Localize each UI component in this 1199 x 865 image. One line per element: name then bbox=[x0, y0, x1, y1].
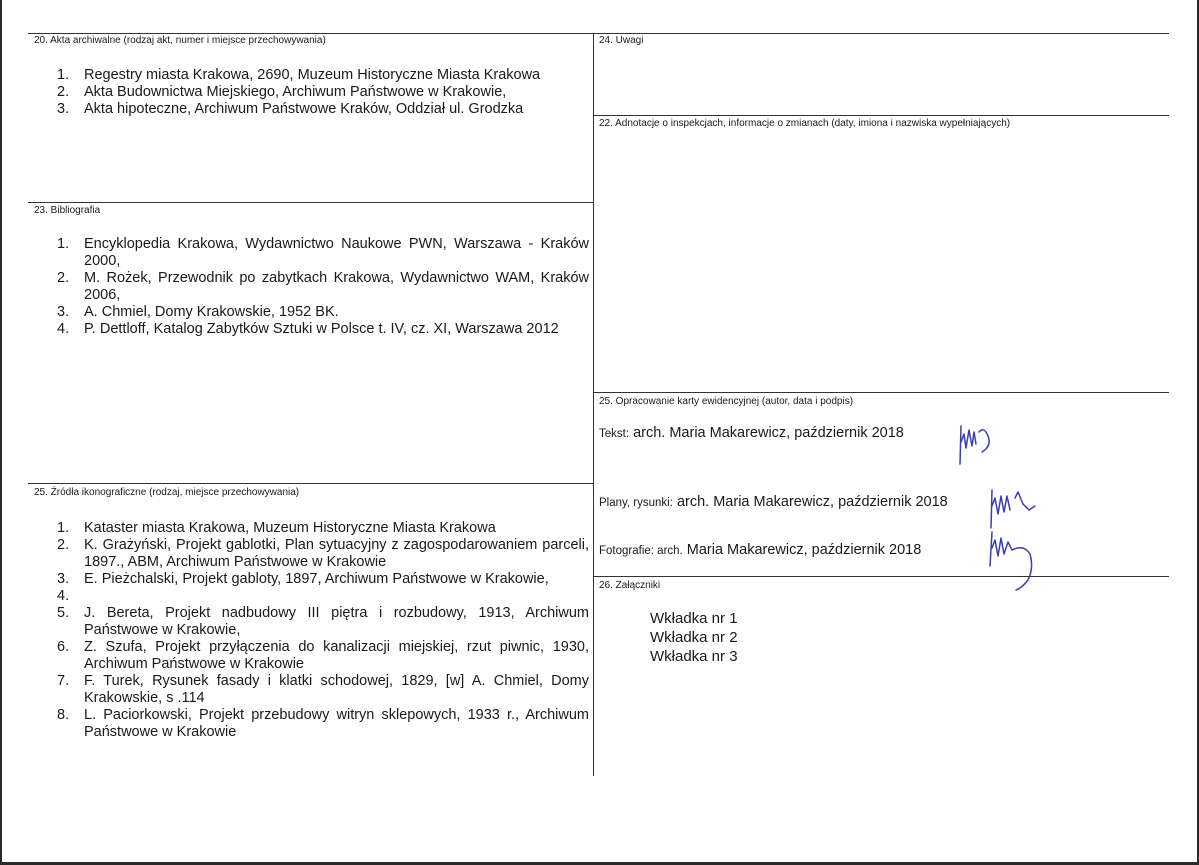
section-23-label: 23. Bibliografia bbox=[34, 205, 101, 216]
attachments-list bbox=[650, 609, 738, 666]
text-author-line bbox=[599, 425, 904, 443]
text-author-prefix: Tekst: bbox=[599, 428, 630, 440]
attachment-item: Wkładka nr 2 bbox=[650, 629, 738, 646]
section-22-label: 22. Adnotacje o inspekcjach, informacje o zmianach (daty, imiona i nazwiska wypełniających) bbox=[599, 118, 1011, 129]
photos-author-line bbox=[599, 542, 921, 560]
rule-section-23 bbox=[28, 202, 594, 203]
attachment-item: Wkładka nr 3 bbox=[650, 648, 738, 665]
list-item: 2. K. Grażyński, Projekt gablotki, Plan sytuacyjny z zagospodarowaniem parceli, 1897., ABM, Archiwum Państwowe w Krakowie bbox=[57, 537, 589, 570]
photos-author-prefix: Fotografie: arch. bbox=[599, 545, 683, 557]
section-25b-label: 25. Opracowanie karty ewidencyjnej (autor, data i podpis) bbox=[599, 396, 854, 407]
section-20-label: 20. Akta archiwalne (rodzaj akt, numer i miejsce przechowywania) bbox=[34, 35, 326, 46]
text-author-value: arch. Maria Makarewicz, październik 2018 bbox=[633, 425, 904, 441]
list-item: 3. E. Pieżchalski, Projekt gabloty, 1897, Archiwum Państwowe w Krakowie, bbox=[57, 571, 549, 587]
top-rule bbox=[28, 33, 1169, 34]
plans-author-line bbox=[599, 494, 948, 512]
list-item: 6. Z. Szufa, Projekt przyłączenia do kanalizacji miejskiej, rzut piwnic, 1930, Archiwum Państwowe w Krakowie bbox=[57, 639, 589, 672]
section-25-label: 25. Źródła ikonograficzne (rodzaj, miejsce przechowywania) bbox=[34, 487, 300, 498]
plans-author-prefix: Plany, rysunki: bbox=[599, 497, 673, 509]
list-item: 4. bbox=[57, 588, 70, 604]
signature-text-icon bbox=[952, 412, 1004, 470]
iconographic-sources-list bbox=[34, 520, 589, 741]
section-26-label: 26. Załączniki bbox=[599, 580, 661, 591]
list-item: 1. Encyklopedia Krakowa, Wydawnictwo Naukowe PWN, Warszawa - Kraków 2000, bbox=[57, 236, 589, 269]
rule-section-26 bbox=[594, 576, 1169, 577]
list-item: 4. P. Dettloff, Katalog Zabytków Sztuki w Polsce t. IV, cz. XI, Warszawa 2012 bbox=[57, 321, 559, 337]
list-item: 3. A. Chmiel, Domy Krakowskie, 1952 BK. bbox=[57, 304, 339, 320]
attachment-item: Wkładka nr 1 bbox=[650, 610, 738, 627]
rule-section-22 bbox=[594, 115, 1169, 116]
plans-author-value: arch. Maria Makarewicz, październik 2018 bbox=[676, 494, 948, 510]
signature-plans-icon bbox=[985, 482, 1043, 534]
list-item: 5. J. Bereta, Projekt nadbudowy III piętra i rozbudowy, 1913, Archiwum Państwowe w Krakowie, bbox=[57, 605, 589, 638]
list-item: 1. Kataster miasta Krakowa, Muzeum Historyczne Miasta Krakowa bbox=[57, 520, 496, 536]
bibliography-list bbox=[34, 236, 589, 338]
section-24-label: 24. Uwagi bbox=[599, 35, 644, 46]
list-item: 2. M. Rożek, Przewodnik po zabytkach Krakowa, Wydawnictwo WAM, Kraków 2006, bbox=[57, 270, 589, 303]
rule-section-25b bbox=[594, 392, 1169, 393]
list-item: 3. Akta hipoteczne, Archiwum Państwowe Kraków, Oddział ul. Grodzka bbox=[57, 101, 524, 117]
list-item: 8. L. Paciorkowski, Projekt przebudowy witryn sklepowych, 1933 r., Archiwum Państwowe w Krakowie bbox=[57, 707, 589, 740]
list-item: 2. Akta Budownictwa Miejskiego, Archiwum Państwowe w Krakowie, bbox=[57, 84, 507, 100]
photos-author-value: Maria Makarewicz, październik 2018 bbox=[686, 542, 922, 558]
column-divider bbox=[593, 33, 594, 776]
frame-left-border bbox=[0, 0, 2, 865]
list-item: 7. F. Turek, Rysunek fasady i klatki schodowej, 1829, [w] A. Chmiel, Domy Krakowskie, s .114 bbox=[57, 673, 589, 706]
list-item: 1. Regestry miasta Krakowa, 2690, Muzeum Historyczne Miasta Krakowa bbox=[57, 67, 541, 83]
archival-records-list bbox=[34, 67, 589, 118]
signature-photos-icon bbox=[984, 528, 1042, 596]
rule-section-25 bbox=[28, 483, 594, 484]
